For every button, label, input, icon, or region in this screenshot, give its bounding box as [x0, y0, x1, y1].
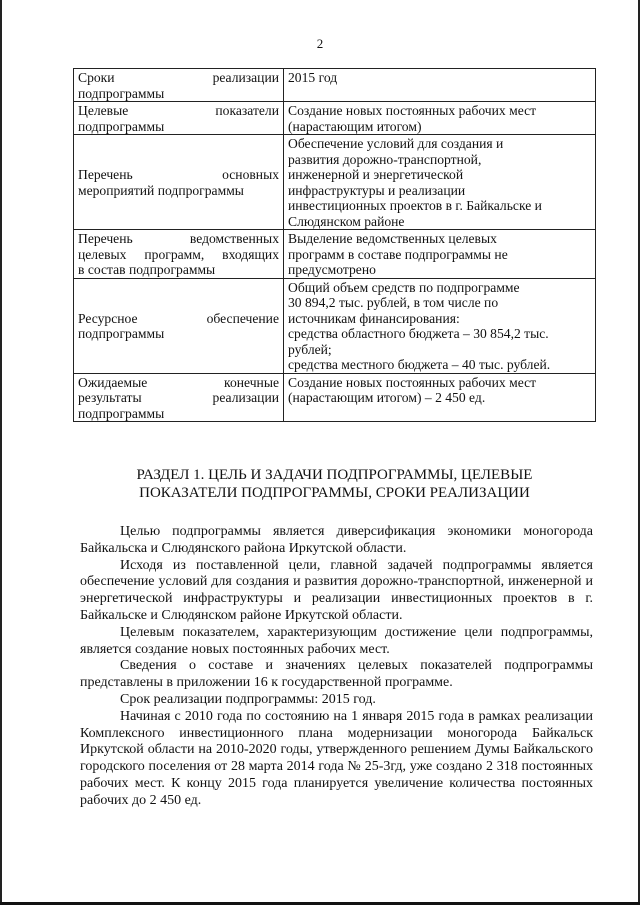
paragraph: Целевым показателем, характеризующим достижение цели подпрограммы, является создание новых постоянных рабочих мест. — [80, 624, 593, 657]
row-value-line: источникам финансирования: — [288, 310, 460, 326]
section-heading — [73, 466, 596, 502]
paragraph: Сведения о составе и значениях целевых показателей подпрограммы представлены в приложении 16 к государственной программе. — [80, 658, 593, 691]
table-row — [74, 102, 596, 135]
row-label-line: Ожидаемые конечные — [78, 374, 279, 390]
row-value-line: (нарастающим итогом) — [288, 118, 422, 134]
row-value-line: средства областного бюджета – 30 854,2 тыс. — [288, 326, 549, 341]
row-value-line: средства местного бюджета – 40 тыс. рублей. — [288, 357, 551, 372]
table-row — [74, 69, 596, 102]
row-value-line: 2015 год — [288, 70, 338, 85]
table-row — [74, 373, 596, 422]
row-value — [284, 69, 596, 102]
row-label-line: в состав подпрограммы — [78, 262, 216, 277]
body-text — [80, 524, 593, 810]
row-value-line: инвестиционных проектов в г. Байкальске и — [288, 198, 542, 213]
row-label-line: Перечень основных — [78, 167, 279, 182]
row-value-line: Создание новых постоянных рабочих мест — [288, 374, 537, 390]
row-value-line: Создание новых постоянных рабочих мест — [288, 103, 537, 118]
row-value — [284, 373, 596, 422]
row-label-line: результаты реализации — [78, 390, 279, 405]
table-row — [74, 230, 596, 279]
row-value-line: Слюдянском районе — [288, 213, 405, 229]
row-value-line: развития дорожно-транспортной, — [288, 151, 482, 167]
row-label — [74, 373, 284, 422]
row-label — [74, 69, 284, 102]
row-label-line: мероприятий подпрограммы — [78, 182, 244, 198]
row-value-line: 30 894,2 тыс. рублей, в том числе по — [288, 295, 499, 310]
row-value-line: Выделение ведомственных целевых — [288, 231, 497, 246]
paragraph: Исходя из поставленной цели, главной задачей подпрограммы является обеспечение условий для создания и развития дорожно-транспортной, инженерной и энергетической инфраструктуры и реализации инвестиционных проектов в г. Байкальске и Слюдянском районе Иркутской области. — [80, 557, 593, 623]
row-label-line: Целевые показатели — [78, 103, 279, 118]
row-label — [74, 135, 284, 230]
table-row — [74, 135, 596, 230]
row-value-line: рублей; — [288, 341, 332, 357]
row-label-line: Ресурсное обеспечение — [78, 310, 279, 326]
row-value-line: инфраструктуры и реализации — [288, 182, 466, 198]
page-number: 2 — [316, 36, 324, 51]
row-label-line: подпрограммы — [78, 326, 165, 341]
paragraph: Срок реализации подпрограммы: 2015 год. — [120, 691, 376, 707]
row-label-line: Перечень ведомственных — [78, 231, 279, 246]
row-value — [284, 230, 596, 279]
scan-edge-left — [0, 0, 2, 905]
row-label-line: подпрограммы — [78, 85, 165, 101]
section-heading-line-1: РАЗДЕЛ 1. ЦЕЛЬ И ЗАДАЧИ ПОДПРОГРАММЫ, ЦЕЛЕВЫЕ — [136, 467, 533, 483]
row-label — [74, 102, 284, 135]
row-label-line: подпрограммы — [78, 405, 165, 421]
row-value-line: (нарастающим итогом) – 2 450 ед. — [288, 390, 486, 405]
row-value — [284, 135, 596, 230]
row-value-line: инженерной и энергетической — [288, 167, 464, 182]
row-value — [284, 102, 596, 135]
table-row — [74, 278, 596, 373]
row-value-line: программ в составе подпрограммы не — [288, 246, 508, 262]
paragraph: Целью подпрограммы является диверсификация экономики моногорода Байкальска и Слюдянского района Иркутской области. — [80, 524, 593, 556]
row-value-line: Обеспечение условий для создания и — [288, 136, 504, 151]
row-value — [284, 278, 596, 373]
row-value-line: предусмотрено — [288, 262, 376, 277]
row-label — [74, 278, 284, 373]
row-label — [74, 230, 284, 279]
row-label-line: подпрограммы — [78, 118, 165, 134]
row-label-line: Сроки реализации — [78, 70, 279, 85]
section-heading-line-2: ПОКАЗАТЕЛИ ПОДПРОГРАММЫ, СРОКИ РЕАЛИЗАЦИИ — [139, 485, 530, 501]
row-value-line: Общий объем средств по подпрограмме — [288, 279, 520, 295]
passport-table — [73, 68, 596, 422]
paragraph: Начиная с 2010 года по состоянию на 1 января 2015 года в рамках реализации Комплексного инвестиционного плана модернизации моногорода Байкальск Иркутской области на 2010-2020 годы, утвержденного решением Думы Байкальского городского поселения от 28 марта 2014 года № 25-3гд, уже создано 2 318 постоянных рабочих мест. К концу 2015 года планируется увеличение количества постоянных рабочих до 2 450 ед. — [80, 708, 593, 808]
row-label-line: целевых программ, входящих — [78, 246, 279, 262]
